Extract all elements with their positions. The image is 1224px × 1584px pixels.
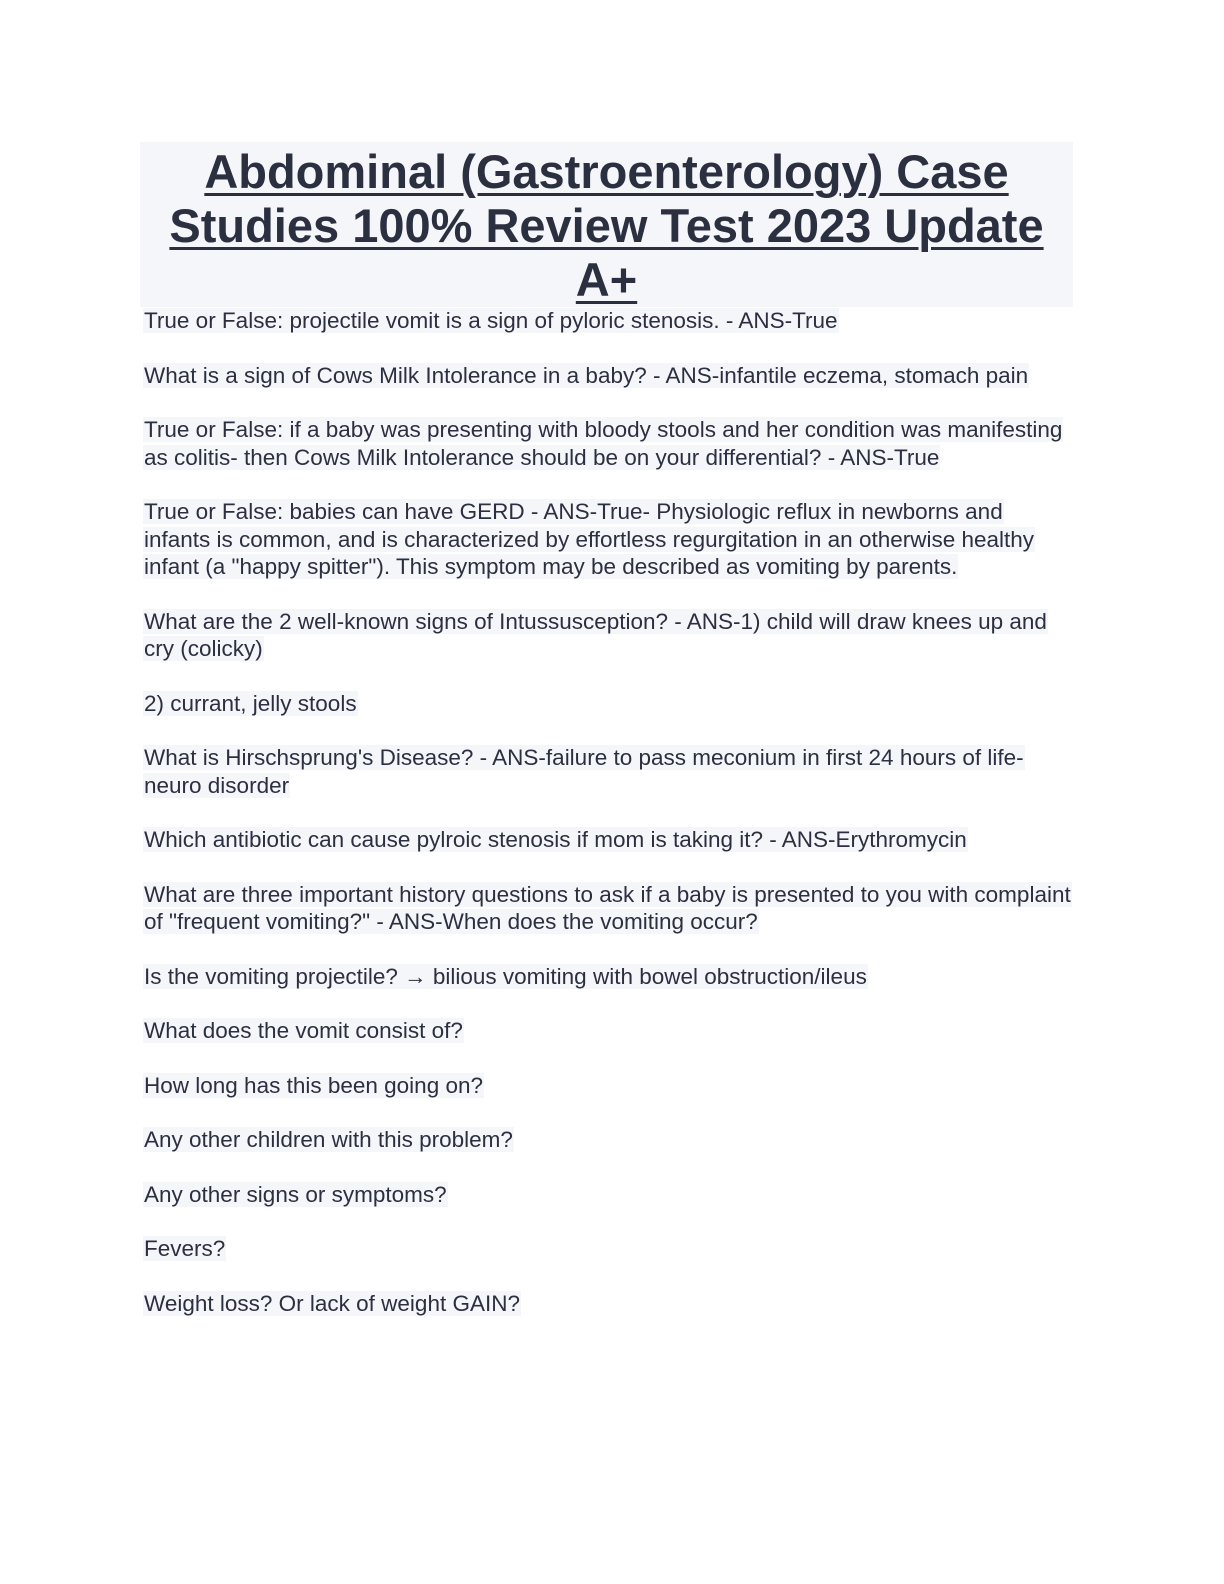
qa-item-text: What are three important history questions to ask if a baby is presented to you with complaint of "frequent vomiting?" - ANS-When does the vomiting occur?	[144, 881, 1071, 934]
qa-item-text: Which antibiotic can cause pylroic stenosis if mom is taking it? - ANS-Erythromycin	[144, 827, 967, 852]
qa-item-text: Is the vomiting projectile? → bilious vomiting with bowel obstruction/ileus	[144, 963, 867, 989]
qa-item-text: How long has this been going on?	[144, 1072, 483, 1098]
qa-item	[143, 1181, 1073, 1209]
qa-item	[143, 498, 1073, 581]
qa-item-text: 2) currant, jelly stools	[144, 690, 357, 716]
title-block	[140, 142, 1073, 307]
qa-item	[143, 744, 1073, 799]
qa-item	[143, 963, 1073, 991]
qa-item-text: True or False: if a baby was presenting with bloody stools and her condition was manifesting as colitis- then Cows Milk Intolerance should be on your differential? - ANS-True	[144, 417, 1063, 470]
qa-item-text: True or False: projectile vomit is a sign of pyloric stenosis. - ANS-True	[144, 308, 838, 333]
qa-item-text: True or False: babies can have GERD - ANS-True- Physiologic reflux in newborns and infants is common, and is characterized by effortless regurgitation in an otherwise healthy infant (a "happy spitter"). This symptom may be described as vomiting by parents.	[144, 499, 1035, 579]
qa-item-text: Any other children with this problem?	[144, 1127, 513, 1152]
qa-item-text: What does the vomit consist of?	[144, 1018, 463, 1043]
qa-item	[143, 1290, 1073, 1318]
qa-item-text: What is Hirschsprung's Disease? - ANS-failure to pass meconium in first 24 hours of life- neuro disorder	[144, 745, 1024, 798]
qa-item	[143, 362, 1073, 390]
qa-item	[143, 1017, 1073, 1045]
qa-item	[143, 1126, 1073, 1154]
qa-item	[143, 307, 1073, 335]
qa-item-text: Weight loss? Or lack of weight GAIN?	[144, 1290, 520, 1316]
qa-item-text: What is a sign of Cows Milk Intolerance in a baby? - ANS-infantile eczema, stomach pain	[144, 362, 1029, 388]
qa-item-text: What are the 2 well-known signs of Intussusception? - ANS-1) child will draw knees up and cry (colicky)	[144, 608, 1047, 661]
qa-item	[143, 1072, 1073, 1100]
qa-item-text: Fevers?	[144, 1236, 226, 1261]
document-title: Abdominal (Gastroenterology) Case Studies 100% Review Test 2023 Update A+	[169, 145, 1044, 306]
qa-list	[143, 307, 1073, 1344]
qa-item-text: Any other signs or symptoms?	[144, 1181, 447, 1207]
qa-item	[143, 881, 1073, 936]
qa-item	[143, 826, 1073, 854]
qa-item	[143, 608, 1073, 663]
qa-item	[143, 1235, 1073, 1263]
qa-item	[143, 690, 1073, 718]
qa-item	[143, 416, 1073, 471]
